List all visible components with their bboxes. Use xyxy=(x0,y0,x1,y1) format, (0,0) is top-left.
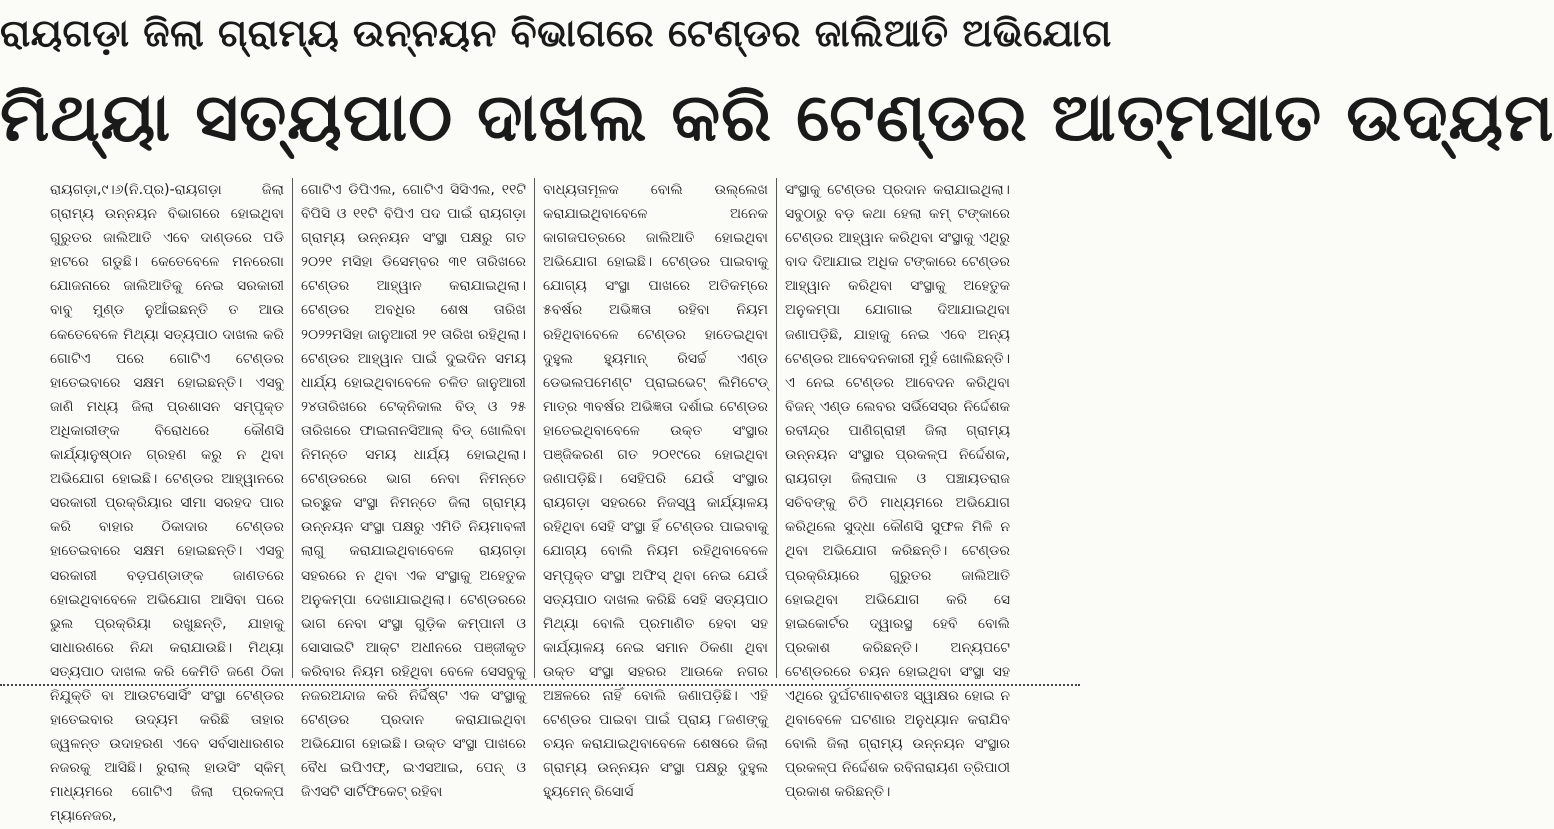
bottom-dotted-rule xyxy=(0,684,1080,686)
article-column-4: ସଂସ୍ଥାକୁ ଟେଣ୍ଡର ପ୍ରଦାନ କରାଯାଇଥିଲା। ସବୁଠାରୁ ବଡ଼ କଥା ହେଲା କମ୍ ଟଙ୍କାରେ ଟେଣ୍ଡର ଆହ୍ୱାନ କରିଥିବା ସଂସ୍ଥାକୁ ଏଥିରୁ ବାଦ ଦିଆଯାଇ ଅଧିକ ଟଙ୍କାରେ ଟେଣ୍ଡର ଆହ୍ୱାନ କରିଥିବା ସଂସ୍ଥାକୁ ଅହେତୁକ ଅନୁକମ୍ପା ଯୋଗାଇ ଦିଆଯାଇଥିବା ଜଣାପଡ଼ିଛି, ଯାହାକୁ ନେଇ ଏବେ ଅନ୍ୟ ଟେଣ୍ଡର ଆବେଦନକାରୀ ମୁହଁ ଖୋଲିଛନ୍ତି। ଏ ନେଇ ଟେଣ୍ଡର ଆବେଦନ କରିଥିବା ବିଜନ୍ ଏଣ୍ଡ ଲେବର ସର୍ଭିସେସ୍‌ର ନିର୍ଦ୍ଦେଶକ ରବୀନ୍ଦ୍ର ପାଣିଗ୍ରାହୀ ଜିଲା ଗ୍ରାମ୍ୟ ଉନ୍ନୟନ ସଂସ୍ଥାର ପ୍ରକଳ୍ପ ନିର୍ଦ୍ଦେଶକ, ରାୟଗଡ଼ା ଜିଲାପାଳ ଓ ପଞ୍ଚାୟତରାଜ ସଚିବଙ୍କୁ ଚିଠି ମାଧ୍ୟମରେ ଅଭିଯୋଗ କରିଥିଲେ ସୁଦ୍ଧା କୌଣସି ସୁଫଳ ମିଳି ନ ଥିବା ଅଭିଯୋଗ କରିଛନ୍ତି। ଟେଣ୍ଡର ପ୍ରକ୍ରିୟାରେ ଗୁରୁତର ଜାଲିଆତି ହୋଇଥିବା ଅଭିଯୋଗ କରି ସେ ହାଇକୋର୍ଟର ଦ୍ୱାରସ୍ଥ ହେବି ବୋଲି ପ୍ରକାଶ କରିଛନ୍ତି। ଅନ୍ୟପଟେ ଟେଣ୍ଡରରେ ଚୟନ ହୋଇଥିବା ସଂସ୍ଥା ସହ ଏଥିରେ ଦୁର୍ଘଟଣାବଶତଃ ସ୍ୱାକ୍ଷର ହୋଇ ନ ଥିବାବେଳେ ଘଟଣାର ଅନୁଧ୍ୟାନ କରାଯିବ ବୋଲି ଜିଲା ଗ୍ରାମ୍ୟ ଉନ୍ନୟନ ସଂସ୍ଥାର ପ୍ରକଳ୍ପ ନିର୍ଦ୍ଦେଶକ ରବିନାରାୟଣ ତ୍ରିପାଠୀ ପ୍ରକାଶ କରିଛନ୍ତି। xyxy=(776,178,1018,678)
article-column-1: ରାୟଗଡ଼ା,୯।୬(ନି.ପ୍ର)-ରାୟଗଡ଼ା ଜିଲା ଗ୍ରାମ୍ୟ ଉନ୍ନୟନ ବିଭାଗରେ ହୋଇଥିବା ଗୁରୁତର ଜାଲିଆତି ଏବେ ଦାଣ୍ଡରେ ପଡି ହାଟରେ ଗଡୁଛି। କେତେବେଳେ ମନରେଗା ଯୋଜନାରେ ଜାଲିଆତିକୁ ନେଇ ସରକାରୀ ବାବୁ ମୁଣ୍ଡ ନୁଆଁଇଛନ୍ତି ତ ଆଉ କେତେବେଳେ ମିଥ୍ୟା ସତ୍ୟପାଠ ଦାଖଲ କରି ଗୋଟିଏ ପରେ ଗୋଟିଏ ଟେଣ୍ଡର ହାତେଇବାରେ ସକ୍ଷମ ହୋଇଛନ୍ତି। ଏସବୁ ଜାଣି ମଧ୍ୟ ଜିଲା ପ୍ରଶାସନ ସମ୍ପୃକ୍ତ ଅଧିକାରୀଙ୍କ ବିରୋଧରେ କୌଣସି କାର୍ଯ୍ୟାନୁଷ୍ଠାନ ଗ୍ରହଣ କରୁ ନ ଥିବା ଅଭିଯୋଗ ହୋଇଛି। ଟେଣ୍ଡର ଆହ୍ୱାନରେ ସରକାରୀ ପ୍ରକ୍ରିୟାର ସୀମା ସରହଦ ପାର କରି ବାହାର ଠିକାଦାର ଟେଣ୍ଡର ହାତେଇବାରେ ସକ୍ଷମ ହୋଇଛନ୍ତି। ଏସବୁ ସରକାରୀ ବଡ଼ପଣ୍ଡାଙ୍କ ଜାଣତରେ ହୋଇଥିବାବେଳେ ଅଭିଯୋଗ ଆସିବା ପରେ ଭୁଲ ପ୍ରକ୍ରିୟା ରଖୁଛନ୍ତି, ଯାହାକୁ ସାଧାରଣରେ ନିନ୍ଦା କରାଯାଉଛି। ମିଥ୍ୟା ସତ୍ୟପାଠ ଦାଖଲ କରି କେମିତି ଜଣେ ଠିକା ନିଯୁକ୍ତି ବା ଆଉଟସୋର୍ସିଂ ସଂସ୍ଥା ଟେଣ୍ଡର ହାତେଇବାର ଉଦ୍ୟମ କରିଛି ତାହାର ଜ୍ୱଳନ୍ତ ଉଦାହରଣ ଏବେ ସର୍ବସାଧାରଣର ନଜରକୁ ଆସିଛି। ରୁରାଲ୍ ହାଉସିଂ ସ୍କିମ୍ ମାଧ୍ୟମରେ ଗୋଟିଏ ଜିଲା ପ୍ରକଳ୍ପ ମ୍ୟାନେଜର, xyxy=(50,182,284,825)
article-kicker: ରାୟଗଡ଼ା ଜିଲା ଗ୍ରାମ୍ୟ ଉନ୍ନୟନ ବିଭାଗରେ ଟେଣ୍ଡର ଜାଲିଆତି ଅଭିଯୋଗ xyxy=(0,11,1112,55)
article-column-2: ଗୋଟିଏ ଡିପିଏଲ, ଗୋଟିଏ ସିସିଏଲ, ୧୧ଟି ବିପିସି ଓ ୧୧ଟି ବିପିଏ ପଦ ପାଇଁ ରାୟଗଡ଼ା ଗ୍ରାମ୍ୟ ଉନ୍ନୟନ ସଂସ୍ଥା ପକ୍ଷରୁ ଗତ ୨୦୨୧ ମସିହା ଡିସେମ୍ବର ୩୧ ତାରିଖରେ ଟେଣ୍ଡର ଆହ୍ୱାନ କରାଯାଇଥିଲା। ଟେଣ୍ଡର ଅବଧିର ଶେଷ ତାରିଖ ୨୦୨୨ମସିହା ଜାନୁଆରୀ ୨୧ ତାରିଖ ରହିଥିଲା। ଟେଣ୍ଡର ଆହ୍ୱାନ ପାଇଁ ଦୁଇଦିନ ସମୟ ଧାର୍ଯ୍ୟ ହୋଇଥିବାବେଳେ ଚଳିତ ଜାନୁଆରୀ ୨୪ତାରିଖରେ ଟେକ୍ନିକାଲ ବିଡ୍ ଓ ୨୫ ତାରିଖରେ ଫାଇନାନସିଆଲ୍ ବିଡ୍ ଖୋଲିବା ନିମନ୍ତେ ସମୟ ଧାର୍ଯ୍ୟ ହୋଇଥିଲା। ଟେଣ୍ଡରରେ ଭାଗ ନେବା ନିମନ୍ତେ ଇଚ୍ଛୁକ ସଂସ୍ଥା ନିମନ୍ତେ ଜିଲା ଗ୍ରାମ୍ୟ ଉନ୍ନୟନ ସଂସ୍ଥା ପକ୍ଷରୁ ଏମିତି ନିୟମାବଳୀ ଲାଗୁ କରାଯାଇଥିବାବେଳେ ରାୟଗଡ଼ା ସହରରେ ନ ଥିବା ଏକ ସଂସ୍ଥାକୁ ଅହେତୁକ ଅନୁକମ୍ପା ଦେଖାଯାଇଥିଲା। ଟେଣ୍ଡରରେ ଭାଗ ନେବା ସଂସ୍ଥା ଗୁଡ଼ିକ କମ୍ପାନୀ ଓ ସୋସାଇଟି ଆକ୍ଟ ଅଧୀନରେ ପଞ୍ଜୀକୃତ କରିବାର ନିୟମ ରହିଥିବା ବେଳେ ସେସବୁକୁ ନଜରଅନ୍ଦାଜ କରି ନିର୍ଦ୍ଦିଷ୍ଟ ଏକ ସଂସ୍ଥାକୁ ଟେଣ୍ଡର ପ୍ରଦାନ କରାଯାଇଥିବା ଅଭିଯୋଗ ହୋଇଛି। ଉକ୍ତ ସଂସ୍ଥା ପାଖରେ ବୈଧ ଇପିଏଫ୍, ଇଏସଆଇ, ପେନ୍ ଓ ଜିଏସଟି ସାର୍ଟିଫିକେଟ୍ ରହିବା xyxy=(292,178,534,678)
article-body xyxy=(50,178,1055,825)
article-column-3: ବାଧ୍ୟତାମୂଳକ ବୋଲି ଉଲ୍ଲେଖ କରାଯାଇଥିବାବେଳେ ଅନେକ କାଗଜପତ୍ରରେ ଜାଲିଆତି ହୋଇଥିବା ଅଭିଯୋଗ ହୋଇଛି। ଟେଣ୍ଡର ପାଇବାକୁ ଯୋଗ୍ୟ ସଂସ୍ଥା ପାଖରେ ଅତିକମ୍‌ରେ ୫ବର୍ଷର ଅଭିଜ୍ଞତା ରହିବା ନିୟମ ରହିଥିବାବେଳେ ଟେଣ୍ଡର ହାତେଇଥିବା ଦୁହୁଲ ହ୍ୟୁମାନ୍ ରିସର୍ଚ୍ଚ ଏଣ୍ଡ ଡେଭଲପମେଣ୍ଟ ପ୍ରାଇଭେଟ୍ ଲିମିଟେଡ୍ ମାତ୍ର ୩ବର୍ଷର ଅଭିଜ୍ଞତା ଦର୍ଶାଇ ଟେଣ୍ଡର ହାତେଇଥିବାବେଳେ ଉକ୍ତ ସଂସ୍ଥାର ପଞ୍ଜିକରଣ ଗତ ୨୦୧୯ରେ ହୋଇଥିବା ଜଣାପଡ଼ିଛି। ସେହିପରି ଯେଉଁ ସଂସ୍ଥାର ରାୟଗଡ଼ା ସହରରେ ନିଜସ୍ୱ କାର୍ଯ୍ୟାଳୟ ରହିଥିବା ସେହି ସଂସ୍ଥା ହିଁ ଟେଣ୍ଡର ପାଇବାକୁ ଯୋଗ୍ୟ ବୋଲି ନିୟମ ରହିଥିବାବେଳେ ସମ୍ପୃକ୍ତ ସଂସ୍ଥା ଅଫିସ୍ ଥିବା ନେଇ ଯେଉଁ ସତ୍ୟପାଠ ଦାଖଲ କରିଛି ସେହି ସତ୍ୟପାଠ ମିଥ୍ୟା ବୋଲି ପ୍ରମାଣିତ ହେବା ସହ କାର୍ଯ୍ୟାଳୟ ନେଇ ସମାନ ଠିକଣା ଥିବା ଉକ୍ତ ସଂସ୍ଥା ସହରର ଆଉକେ ନଗର ଅଞ୍ଚଳରେ ନାହିଁ ବୋଲି ଜଣାପଡ଼ିଛି। ଏହି ଟେଣ୍ଡର ପାଇବା ପାଇଁ ପ୍ରାୟ ୮ଜଣଙ୍କୁ ଚୟନ କରାଯାଇଥିବାବେଳେ ଶେଷରେ ଜିଲା ଗ୍ରାମ୍ୟ ଉନ୍ନୟନ ସଂସ୍ଥା ପକ୍ଷରୁ ଦୁହୁଲ ହ୍ୟୁମେନ୍ ରିସୋର୍ସ xyxy=(534,178,776,678)
article-headline: ମିଥ୍ୟା ସତ୍ୟପାଠ ଦାଖଲ କରି ଟେଣ୍ଡର ଆତ୍ମସାତ ଉଦ୍ୟମ xyxy=(0,79,1554,156)
